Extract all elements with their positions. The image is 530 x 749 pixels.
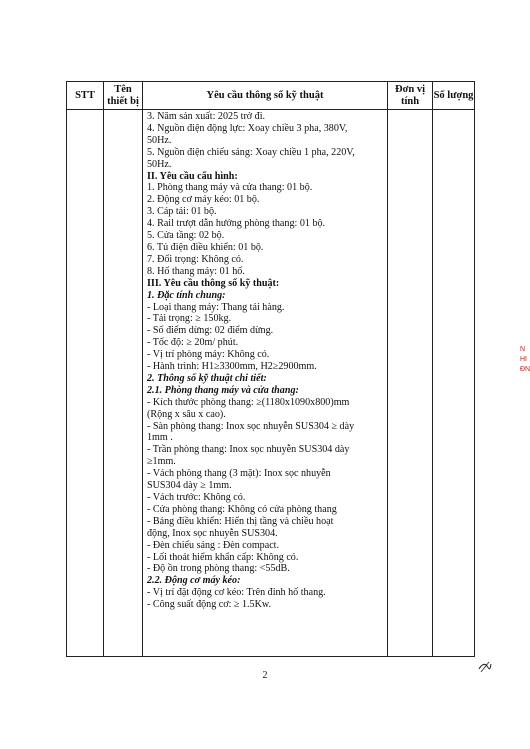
header-device-name: Tên thiết bị [104,82,143,110]
edge-text: HI [520,356,527,363]
spec-line: - Vị trí đặt động cơ kéo: Trên đỉnh hố thang. [147,587,326,599]
header-specifications: Yêu cầu thông số kỹ thuật [143,82,388,110]
spec-line: 50Hz. [147,134,172,146]
spec-heading: 2.2. Động cơ máy kéo: [147,575,241,587]
edge-text: ĐN [520,366,530,373]
spec-line: - Lối thoát hiểm khẩn cấp: Không có. [147,551,299,563]
spec-heading: II. Yêu cầu cấu hình: [147,170,238,182]
spec-line: - Độ ồn trong phòng thang: <55dB. [147,563,290,575]
spec-lines [143,110,387,656]
page-number: 2 [262,670,268,681]
header-unit: Đơn vị tính [388,82,433,110]
spec-heading: 2. Thông số kỹ thuật chi tiết: [147,372,267,384]
spec-line: 3. Cáp tải: 01 bộ. [147,206,217,218]
edge-text: N [520,346,526,353]
spec-line: 3. Năm sản xuất: 2025 trở đi. [147,111,266,122]
spec-line: (Rộng x sâu x cao). [147,408,226,420]
spec-line: 1. Phòng thang máy và cửa thang: 01 bộ. [147,182,313,194]
spec-line: - Cửa phòng thang: Không có cửa phòng thang [147,503,337,515]
spec-line: - Sàn phòng thang: Inox sọc nhuyễn SUS304 ≥ dày [147,420,355,432]
table-row [67,110,475,657]
spec-line: 2. Động cơ máy kéo: 01 bộ. [147,194,260,206]
adjacent-page-edge-fragment [520,345,530,375]
spec-line: 5. Nguồn điện chiếu sáng: Xoay chiều 1 pha, 220V, [147,146,355,158]
spec-line: - Đèn chiếu sáng : Đèn compact. [147,539,280,551]
spec-line: - Vách phòng thang (3 mặt): Inox sọc nhuyễn [147,468,331,480]
spec-heading: 2.1. Phòng thang máy và cửa thang: [147,384,299,396]
stt-cell [67,110,104,657]
spec-line: - Kích thước phòng thang: ≥(1180x1090x800)mm [147,396,350,408]
spec-line: SUS304 dày ≥ 1mm. [147,480,232,492]
device-name-cell [104,110,143,657]
spec-line: ≥1mm. [147,456,176,468]
table-header-row [67,82,475,110]
spec-line: 6. Tủ điện điều khiển: 01 bộ. [147,241,264,253]
spec-line: 1mm . [147,432,173,444]
specifications-cell [143,110,388,657]
spec-line: 8. Hố thang máy: 01 hố. [147,265,245,277]
spec-line: - Trần phòng thang: Inox sọc nhuyễn SUS304 dày [147,444,350,456]
spec-line: 50Hz. [147,158,172,170]
quantity-cell [433,110,475,657]
spec-line: 4. Rail trượt dẫn hướng phòng thang: 01 bộ. [147,218,326,230]
header-stt: STT [67,82,104,110]
initial-signature-mark [478,660,492,674]
spec-line: 4. Nguồn điện động lực: Xoay chiều 3 pha, 380V, [147,122,348,134]
spec-table [66,81,475,657]
spec-heading: 1. Đặc tính chung: [147,289,226,301]
spec-line: - Công suất động cơ: ≥ 1.5Kw. [147,599,272,611]
spec-line: - Số điểm dừng: 02 điểm dừng. [147,325,274,337]
spec-line: - Vách trước: Không có. [147,492,246,503]
spec-line: - Hành trình: H1≥3300mm, H2≥2900mm. [147,361,317,373]
spec-heading: III. Yêu cầu thông số kỹ thuật: [147,277,280,289]
unit-cell [388,110,433,657]
spec-line: - Tốc độ: ≥ 20m/ phút. [147,337,239,349]
spec-line: động, Inox sọc nhuyễn SUS304. [147,527,278,539]
spec-line: - Vị trí phòng máy: Không có. [147,349,270,361]
spec-line: - Tải trọng: ≥ 150kg. [147,313,232,325]
spec-line: - Loại thang máy: Thang tải hàng. [147,301,285,313]
spec-line: - Bảng điều khiển: Hiển thị tầng và chiều hoạt [147,515,334,527]
header-quantity: Số lượng [433,82,475,110]
spec-line: 5. Cửa tầng: 02 bộ. [147,230,225,242]
spec-line: 7. Đối trọng: Không có. [147,253,244,265]
